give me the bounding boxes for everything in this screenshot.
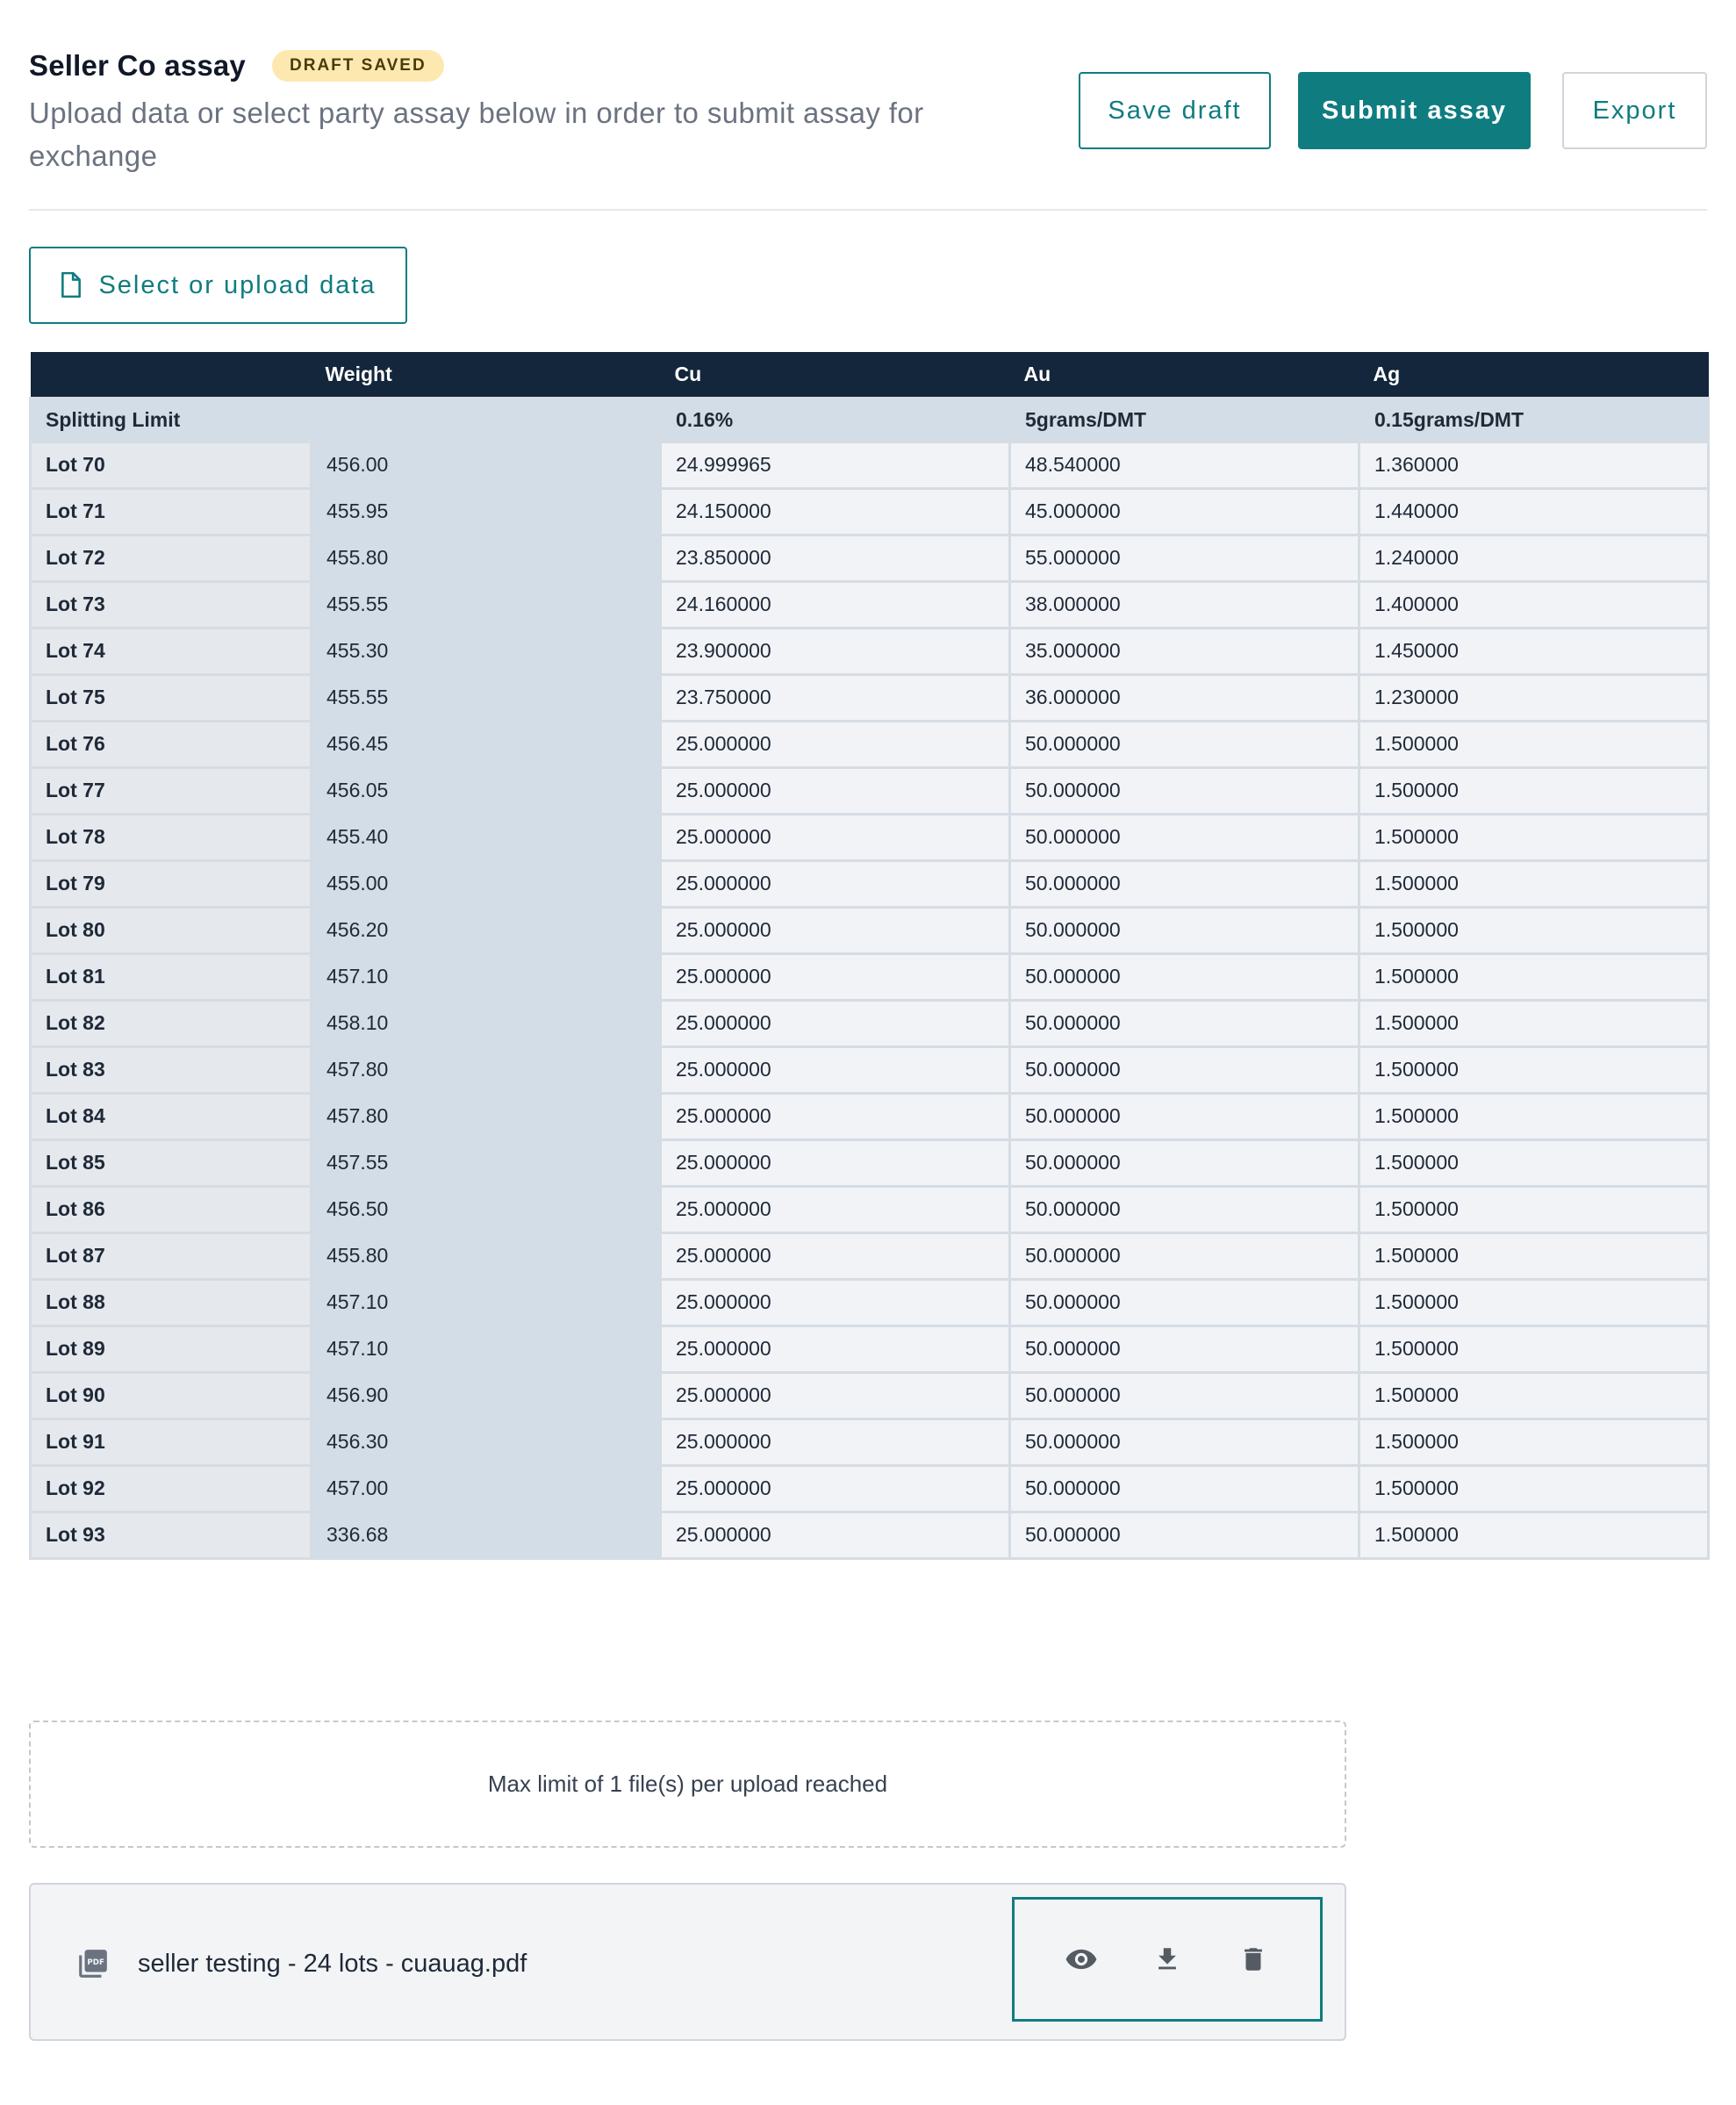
weight-cell: 456.45 (312, 721, 661, 767)
table-row (31, 1326, 1709, 1372)
ag-cell: 1.400000 (1359, 581, 1709, 628)
ag-cell: 1.450000 (1359, 628, 1709, 674)
weight-cell: 458.10 (312, 1000, 661, 1046)
cu-cell: 25.000000 (661, 1139, 1010, 1186)
ag-cell: 1.440000 (1359, 488, 1709, 535)
page-header (29, 49, 1707, 174)
weight-cell: 456.05 (312, 767, 661, 814)
view-icon[interactable] (1064, 1942, 1099, 1977)
lot-cell: Lot 76 (31, 721, 312, 767)
export-button[interactable]: Export (1562, 72, 1707, 149)
ag-cell: 1.500000 (1359, 1000, 1709, 1046)
column-header-weight: Weight (312, 352, 661, 398)
cu-cell: 25.000000 (661, 767, 1010, 814)
cu-cell: 25.000000 (661, 907, 1010, 953)
weight-cell: 455.55 (312, 581, 661, 628)
cu-cell: 24.150000 (661, 488, 1010, 535)
ag-cell: 1.500000 (1359, 907, 1709, 953)
splitting-limit-label: Splitting Limit (31, 398, 312, 442)
au-cell: 50.000000 (1010, 1139, 1359, 1186)
table-row (31, 1093, 1709, 1139)
page-subtitle: Upload data or select party assay below in order to submit assay for exchange (29, 97, 924, 172)
lot-cell: Lot 70 (31, 442, 312, 488)
ag-cell: 1.500000 (1359, 1093, 1709, 1139)
table-header-row (31, 352, 1709, 398)
au-cell: 50.000000 (1010, 1419, 1359, 1465)
weight-cell: 456.50 (312, 1186, 661, 1232)
cu-cell: 23.750000 (661, 674, 1010, 721)
table-row (31, 1465, 1709, 1512)
au-cell: 45.000000 (1010, 488, 1359, 535)
file-name: seller testing - 24 lots - cuauag.pdf (138, 1950, 527, 1978)
ag-cell: 1.500000 (1359, 1279, 1709, 1326)
ag-cell: 1.360000 (1359, 442, 1709, 488)
table-row (31, 1186, 1709, 1232)
table-row (31, 1232, 1709, 1279)
weight-cell: 455.55 (312, 674, 661, 721)
ag-cell: 1.500000 (1359, 721, 1709, 767)
cu-cell: 25.000000 (661, 953, 1010, 1000)
splitting-limit-cu: 0.16% (661, 398, 1010, 442)
weight-cell: 457.10 (312, 953, 661, 1000)
lot-cell: Lot 82 (31, 1000, 312, 1046)
cu-cell: 25.000000 (661, 860, 1010, 907)
lot-cell: Lot 87 (31, 1232, 312, 1279)
cu-cell: 23.900000 (661, 628, 1010, 674)
lot-cell: Lot 92 (31, 1465, 312, 1512)
table-row (31, 1000, 1709, 1046)
lot-cell: Lot 91 (31, 1419, 312, 1465)
weight-cell: 457.80 (312, 1093, 661, 1139)
au-cell: 50.000000 (1010, 814, 1359, 860)
column-header-ag: Ag (1359, 352, 1709, 398)
cu-cell: 25.000000 (661, 1093, 1010, 1139)
au-cell: 50.000000 (1010, 1232, 1359, 1279)
column-header (31, 352, 312, 398)
cu-cell: 25.000000 (661, 1279, 1010, 1326)
cu-cell: 25.000000 (661, 721, 1010, 767)
column-header-au: Au (1010, 352, 1359, 398)
ag-cell: 1.500000 (1359, 1326, 1709, 1372)
table-row (31, 1139, 1709, 1186)
page-title: Seller Co assay (29, 49, 246, 82)
au-cell: 50.000000 (1010, 1046, 1359, 1093)
download-icon[interactable] (1150, 1942, 1185, 1977)
au-cell: 35.000000 (1010, 628, 1359, 674)
ag-cell: 1.500000 (1359, 953, 1709, 1000)
au-cell: 50.000000 (1010, 1372, 1359, 1419)
table-row (31, 628, 1709, 674)
weight-cell: 457.55 (312, 1139, 661, 1186)
table-row (31, 1046, 1709, 1093)
au-cell: 50.000000 (1010, 1186, 1359, 1232)
ag-cell: 1.500000 (1359, 1512, 1709, 1558)
lot-cell: Lot 71 (31, 488, 312, 535)
table-row (31, 1419, 1709, 1465)
select-upload-data-label: Select or upload data (98, 270, 377, 299)
au-cell: 50.000000 (1010, 721, 1359, 767)
ag-cell: 1.500000 (1359, 1139, 1709, 1186)
weight-cell: 455.30 (312, 628, 661, 674)
au-cell: 50.000000 (1010, 1279, 1359, 1326)
splitting-limit-row (31, 398, 1709, 442)
au-cell: 50.000000 (1010, 1512, 1359, 1558)
cu-cell: 25.000000 (661, 1465, 1010, 1512)
cu-cell: 25.000000 (661, 1372, 1010, 1419)
assay-table (29, 352, 1710, 1560)
au-cell: 48.540000 (1010, 442, 1359, 488)
table-row (31, 488, 1709, 535)
au-cell: 50.000000 (1010, 1000, 1359, 1046)
weight-cell: 455.80 (312, 1232, 661, 1279)
delete-icon[interactable] (1236, 1942, 1271, 1977)
ag-cell: 1.500000 (1359, 814, 1709, 860)
weight-cell: 336.68 (312, 1512, 661, 1558)
header-divider (29, 209, 1707, 211)
cu-cell: 25.000000 (661, 1186, 1010, 1232)
table-row (31, 907, 1709, 953)
cu-cell: 25.000000 (661, 1000, 1010, 1046)
table-row (31, 1279, 1709, 1326)
status-badge: DRAFT SAVED (272, 50, 444, 82)
lot-cell: Lot 77 (31, 767, 312, 814)
ag-cell: 1.500000 (1359, 860, 1709, 907)
cu-cell: 25.000000 (661, 1232, 1010, 1279)
uploaded-file-card (29, 1883, 1346, 2041)
cu-cell: 24.160000 (661, 581, 1010, 628)
lot-cell: Lot 93 (31, 1512, 312, 1558)
au-cell: 36.000000 (1010, 674, 1359, 721)
lot-cell: Lot 73 (31, 581, 312, 628)
weight-cell: 455.80 (312, 535, 661, 581)
cu-cell: 23.850000 (661, 535, 1010, 581)
au-cell: 55.000000 (1010, 535, 1359, 581)
weight-cell: 456.00 (312, 442, 661, 488)
file-actions (1012, 1897, 1323, 2022)
weight-cell: 457.10 (312, 1279, 661, 1326)
lot-cell: Lot 90 (31, 1372, 312, 1419)
column-header-cu: Cu (661, 352, 1010, 398)
au-cell: 50.000000 (1010, 767, 1359, 814)
save-draft-button[interactable]: Save draft (1079, 72, 1271, 149)
lot-cell: Lot 85 (31, 1139, 312, 1186)
lot-cell: Lot 75 (31, 674, 312, 721)
ag-cell: 1.500000 (1359, 1372, 1709, 1419)
file-icon (60, 272, 82, 298)
lot-cell: Lot 74 (31, 628, 312, 674)
submit-assay-button[interactable]: Submit assay (1298, 72, 1531, 149)
ag-cell: 1.500000 (1359, 1419, 1709, 1465)
cu-cell: 25.000000 (661, 1326, 1010, 1372)
weight-cell: 457.80 (312, 1046, 661, 1093)
lot-cell: Lot 79 (31, 860, 312, 907)
file-dropzone (29, 1721, 1346, 1848)
weight-cell: 457.10 (312, 1326, 661, 1372)
svg-text:PDF: PDF (87, 1958, 104, 1967)
ag-cell: 1.500000 (1359, 1046, 1709, 1093)
au-cell: 38.000000 (1010, 581, 1359, 628)
lot-cell: Lot 89 (31, 1326, 312, 1372)
ag-cell: 1.500000 (1359, 1186, 1709, 1232)
au-cell: 50.000000 (1010, 953, 1359, 1000)
table-row (31, 721, 1709, 767)
au-cell: 50.000000 (1010, 1093, 1359, 1139)
lot-cell: Lot 81 (31, 953, 312, 1000)
table-row (31, 674, 1709, 721)
weight-cell: 456.30 (312, 1419, 661, 1465)
table-row (31, 442, 1709, 488)
table-row (31, 767, 1709, 814)
cu-cell: 25.000000 (661, 1419, 1010, 1465)
au-cell: 50.000000 (1010, 907, 1359, 953)
ag-cell: 1.500000 (1359, 767, 1709, 814)
ag-cell: 1.500000 (1359, 1465, 1709, 1512)
table-row (31, 581, 1709, 628)
table-row (31, 814, 1709, 860)
select-upload-data-button[interactable] (29, 247, 407, 324)
lot-cell: Lot 83 (31, 1046, 312, 1093)
au-cell: 50.000000 (1010, 860, 1359, 907)
ag-cell: 1.230000 (1359, 674, 1709, 721)
weight-cell: 455.40 (312, 814, 661, 860)
lot-cell: Lot 72 (31, 535, 312, 581)
cu-cell: 25.000000 (661, 1046, 1010, 1093)
ag-cell: 1.240000 (1359, 535, 1709, 581)
au-cell: 50.000000 (1010, 1465, 1359, 1512)
lot-cell: Lot 78 (31, 814, 312, 860)
weight-cell: 456.90 (312, 1372, 661, 1419)
weight-cell: 455.00 (312, 860, 661, 907)
cu-cell: 25.000000 (661, 1512, 1010, 1558)
table-row (31, 1372, 1709, 1419)
splitting-limit-au: 5grams/DMT (1010, 398, 1359, 442)
table-row (31, 1512, 1709, 1558)
table-row (31, 953, 1709, 1000)
dropzone-message: Max limit of 1 file(s) per upload reached (487, 1771, 888, 1797)
ag-cell: 1.500000 (1359, 1232, 1709, 1279)
cu-cell: 24.999965 (661, 442, 1010, 488)
splitting-limit-weight (312, 398, 661, 442)
au-cell: 50.000000 (1010, 1326, 1359, 1372)
lot-cell: Lot 84 (31, 1093, 312, 1139)
lot-cell: Lot 80 (31, 907, 312, 953)
pdf-icon (76, 1947, 110, 1980)
table-row (31, 535, 1709, 581)
splitting-limit-ag: 0.15grams/DMT (1359, 398, 1709, 442)
weight-cell: 455.95 (312, 488, 661, 535)
weight-cell: 457.00 (312, 1465, 661, 1512)
lot-cell: Lot 86 (31, 1186, 312, 1232)
table-row (31, 860, 1709, 907)
weight-cell: 456.20 (312, 907, 661, 953)
cu-cell: 25.000000 (661, 814, 1010, 860)
lot-cell: Lot 88 (31, 1279, 312, 1326)
